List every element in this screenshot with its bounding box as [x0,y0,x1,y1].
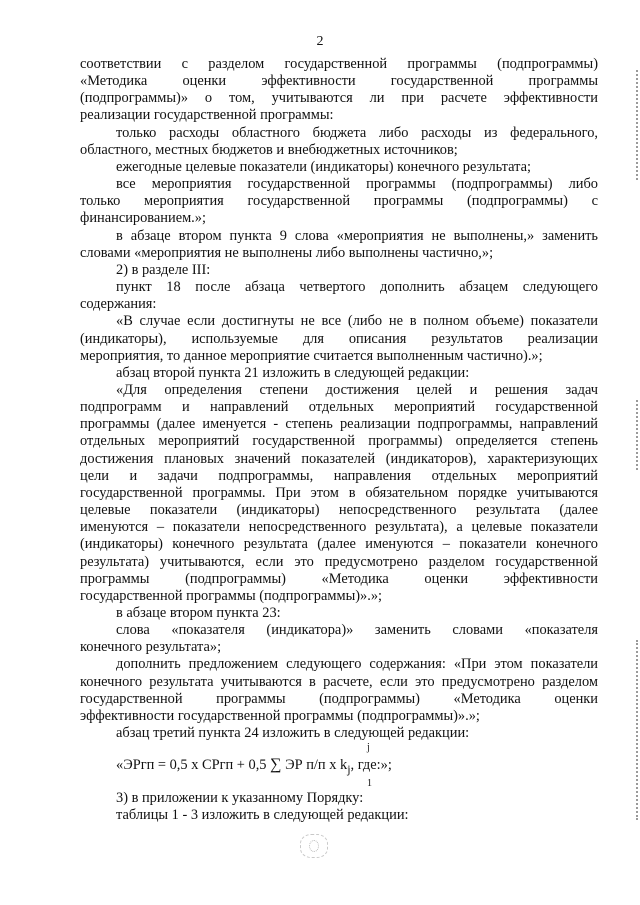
text-line: эффективности государственной программы (подпрограммы)».»; [80,707,480,724]
text-line: (индикаторы), используемые для описания результатов реализации [80,330,598,347]
formula-part: ЭР п/п х k [281,757,348,774]
scan-margin-mark [626,400,638,470]
text-line: 3) в приложении к указанному Порядку: [116,790,364,807]
formula-expression [116,756,392,778]
text-line: (подпрограммы)» о том, учитываются ли при расчете эффективности [80,90,598,107]
text-line: конечного результата»; [80,639,222,656]
sum-symbol: ∑ [270,756,282,774]
text-line: государственной программы (подпрограммы) «Методика оценки [80,690,598,707]
text-line: (индикаторы) конечного результата (далее именуются – показатели конечного [80,536,598,553]
text-line: конечного результата учитываются в расчете, если это предусмотрено разделом [80,673,598,690]
formula [80,742,598,790]
text-line: подпрограмм и направлений отдельных мероприятий государственной [80,399,598,416]
text-line: результата) учитываются, если это предусмотрено разделом государственной [80,553,598,570]
text-line: таблицы 1 - 3 изложить в следующей редакции: [116,807,409,824]
text-line: реализации государственной программы: [80,107,334,124]
text-line: абзац третий пункта 24 изложить в следующей редакции: [116,725,470,742]
text-line: цели и задачи подпрограммы, направления отдельных мероприятий [80,467,598,484]
text-line: «Для определения степени достижения целей и решения задач [116,381,598,398]
text-line: государственной программы. При этом в обязательном порядке учитываются [80,484,598,501]
text-line: именуются – показатели непосредственного результата), а целевые показатели [80,519,598,536]
text-line: программы (подпрограммы) «Методика оценки эффективности [80,570,598,587]
text-line: достижения плановых значений показателей (индикаторов), характеризующих [80,450,598,467]
text-line: слова «показателя (индикатора)» заменить словами «показателя [116,622,598,639]
text-line: «В случае если достигнуты не все (либо не в полном объеме) показатели [116,313,598,330]
scan-margin-mark [626,70,638,180]
text-line: абзац второй пункта 21 изложить в следующей редакции: [116,364,470,381]
scan-margin-mark [626,640,638,820]
document-body [80,56,598,825]
formula-part: , где:»; [350,757,392,774]
text-line: все мероприятия государственной программы (подпрограммы) либо [116,176,598,193]
text-line: государственной программы (подпрограммы)».»; [80,587,383,604]
faint-stamp-mark [300,834,328,858]
text-line: финансированием.»; [80,210,206,227]
section-heading: 2) в разделе III: [116,261,211,278]
sum-lower-index: 1 [367,778,372,790]
text-line: ежегодные целевые показатели (индикаторы) конечного результата; [116,158,531,175]
text-line: словами «мероприятия не выполнены либо выполнены частично,»; [80,244,494,261]
formula-part: «ЭРгп = 0,5 х СРгп + 0,5 [116,757,271,774]
text-line: в абзаце втором пункта 9 слова «мероприятия не выполнены,» заменить [116,227,598,244]
text-line: в абзаце втором пункта 23: [116,605,281,621]
text-line: мероприятия, то данное мероприятие считается выполненным частично).»; [80,347,543,364]
sum-upper-index: j [367,742,370,754]
text-line: только мероприятия государственной программы (подпрограммы) с [80,193,598,210]
text-line: отдельных мероприятий государственной программы) определяется степень [80,433,598,450]
text-line: соответствии с разделом государственной программы (подпрограммы) [80,56,598,72]
text-line: пункт 18 после абзаца четвертого дополнить абзацем следующего [116,279,598,296]
text-line: содержания: [80,296,157,313]
text-line: дополнить предложением следующего содержания: «При этом показатели [116,656,598,673]
text-line: только расходы областного бюджета либо расходы из федерального, [116,124,598,141]
text-line: программы (далее именуется - степень реализации подпрограммы, направлений [80,416,598,433]
text-line: «Методика оценки эффективности государственной программы [80,73,598,90]
formula-subscript: j [347,762,351,777]
text-line: целевые показатели (индикаторы) непосредственного результата (далее [80,502,598,519]
text-line: областного, местных бюджетов и внебюджетных источников; [80,141,458,158]
page-number: 2 [316,34,324,49]
